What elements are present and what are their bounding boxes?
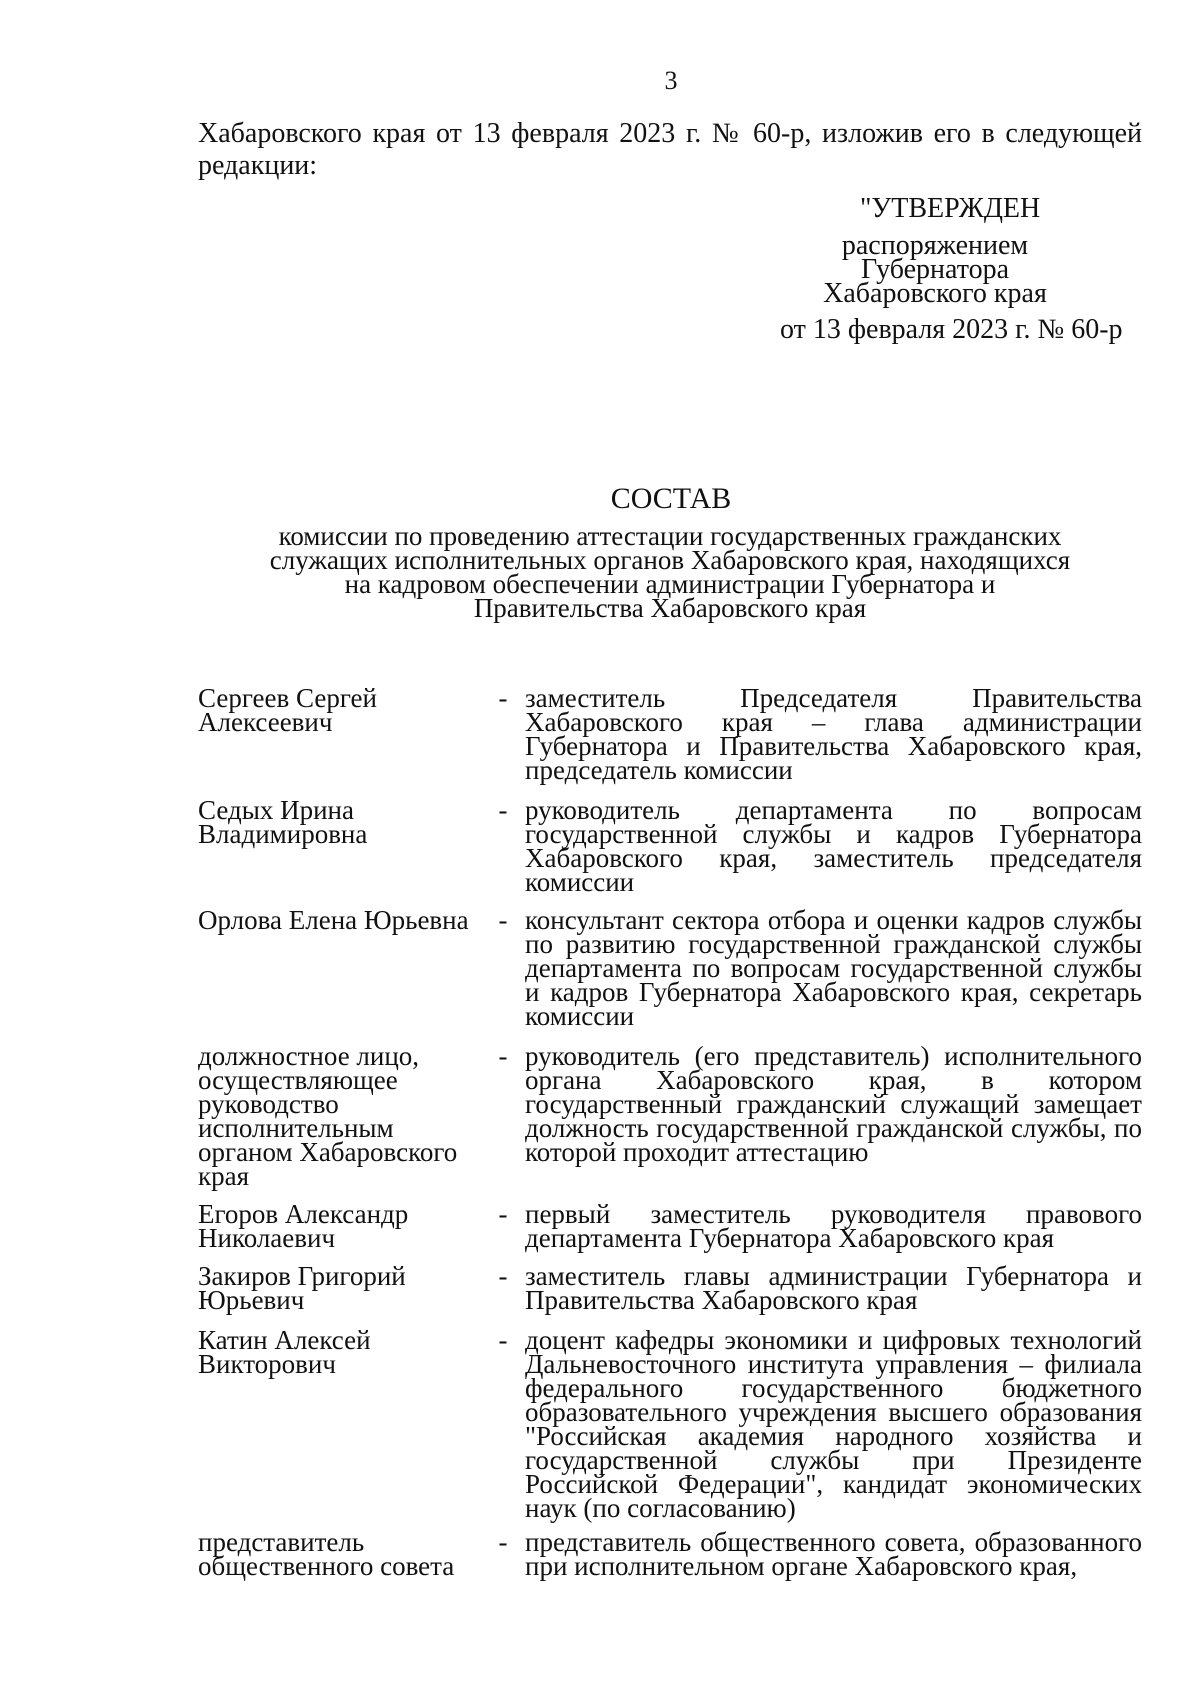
member-dash: - bbox=[498, 1261, 508, 1291]
approval-title: "УТВЕРЖДЕН bbox=[860, 193, 1041, 224]
member-name: Закиров Григорий Юрьевич bbox=[198, 1261, 406, 1315]
member-role: доцент кафедры экономики и цифровых технологий Дальневосточного института управления – филиала федерального государственного бюджетного образовательного учреждения высшего образования "Российская академия народного хозяйства и государственной службы при Президенте Российской Федерации", кандидат экономических наук (по согласованию) bbox=[525, 1325, 1142, 1523]
member-name: Седых Ирина Владимировна bbox=[198, 795, 368, 849]
subtitle-line: на кадровом обеспечении администрации Губернатора и bbox=[344, 569, 996, 599]
member-dash: - bbox=[498, 795, 508, 825]
approval-line: Хабаровского края bbox=[823, 278, 1047, 309]
member-dash: - bbox=[498, 683, 508, 713]
member-dash: - bbox=[498, 1199, 508, 1229]
document-title: СОСТАВ bbox=[610, 482, 732, 515]
member-name: Егоров Александр Николаевич bbox=[198, 1199, 409, 1253]
member-name: Сергеев Сергей Алексеевич bbox=[198, 683, 377, 737]
subtitle-line: комиссии по проведению аттестации государственных гражданских bbox=[278, 521, 1062, 551]
member-role: первый заместитель руководителя правового департамента Губернатора Хабаровского края bbox=[525, 1199, 1142, 1253]
member-dash: - bbox=[498, 1041, 508, 1071]
member-role: консультант сектора отбора и оценки кадров службы по развитию государственной гражданской службы департамента по вопросам государственной службы и кадров Губернатора Хабаровского края, секретарь комиссии bbox=[525, 905, 1142, 1031]
member-name: представитель общественного совета bbox=[198, 1527, 455, 1581]
subtitle-line: Правительства Хабаровского края bbox=[473, 593, 867, 623]
approval-line: от 13 февраля 2023 г. № 60-р bbox=[780, 314, 1123, 345]
member-dash: - bbox=[498, 1527, 508, 1557]
member-role: представитель общественного совета, образованного при исполнительном органе Хабаровского края, bbox=[525, 1527, 1142, 1581]
member-dash: - bbox=[498, 905, 508, 935]
subtitle-line: служащих исполнительных органов Хабаровского края, находящихся bbox=[269, 545, 1071, 575]
member-name: должностное лицо, осуществляющее руководство исполнительным органом Хабаровского края bbox=[198, 1041, 458, 1191]
member-role: руководитель (его представитель) исполнительного органа Хабаровского края, в котором государственный гражданский служащий замещает должность государственной гражданской службы, по которой проходит аттестацию bbox=[525, 1041, 1142, 1167]
member-role: заместитель Председателя Правительства Хабаровского края – глава администрации Губернатора и Правительства Хабаровского края, председатель комиссии bbox=[525, 683, 1142, 785]
member-dash: - bbox=[498, 1325, 508, 1355]
member-role: заместитель главы администрации Губернатора и Правительства Хабаровского края bbox=[525, 1261, 1142, 1315]
member-role: руководитель департамента по вопросам государственной службы и кадров Губернатора Хабаровского края, заместитель председателя комиссии bbox=[525, 795, 1142, 897]
intro-paragraph: Хабаровского края от 13 февраля 2023 г. № 60-р, изложив его в следующей редакции: bbox=[198, 118, 1142, 181]
member-name: Катин Алексей Викторович bbox=[198, 1325, 371, 1379]
page-number: 3 bbox=[664, 66, 678, 95]
approval-line: распоряжением bbox=[841, 230, 1029, 261]
member-name: Орлова Елена Юрьевна bbox=[198, 905, 469, 935]
approval-line: Губернатора bbox=[860, 254, 1010, 285]
